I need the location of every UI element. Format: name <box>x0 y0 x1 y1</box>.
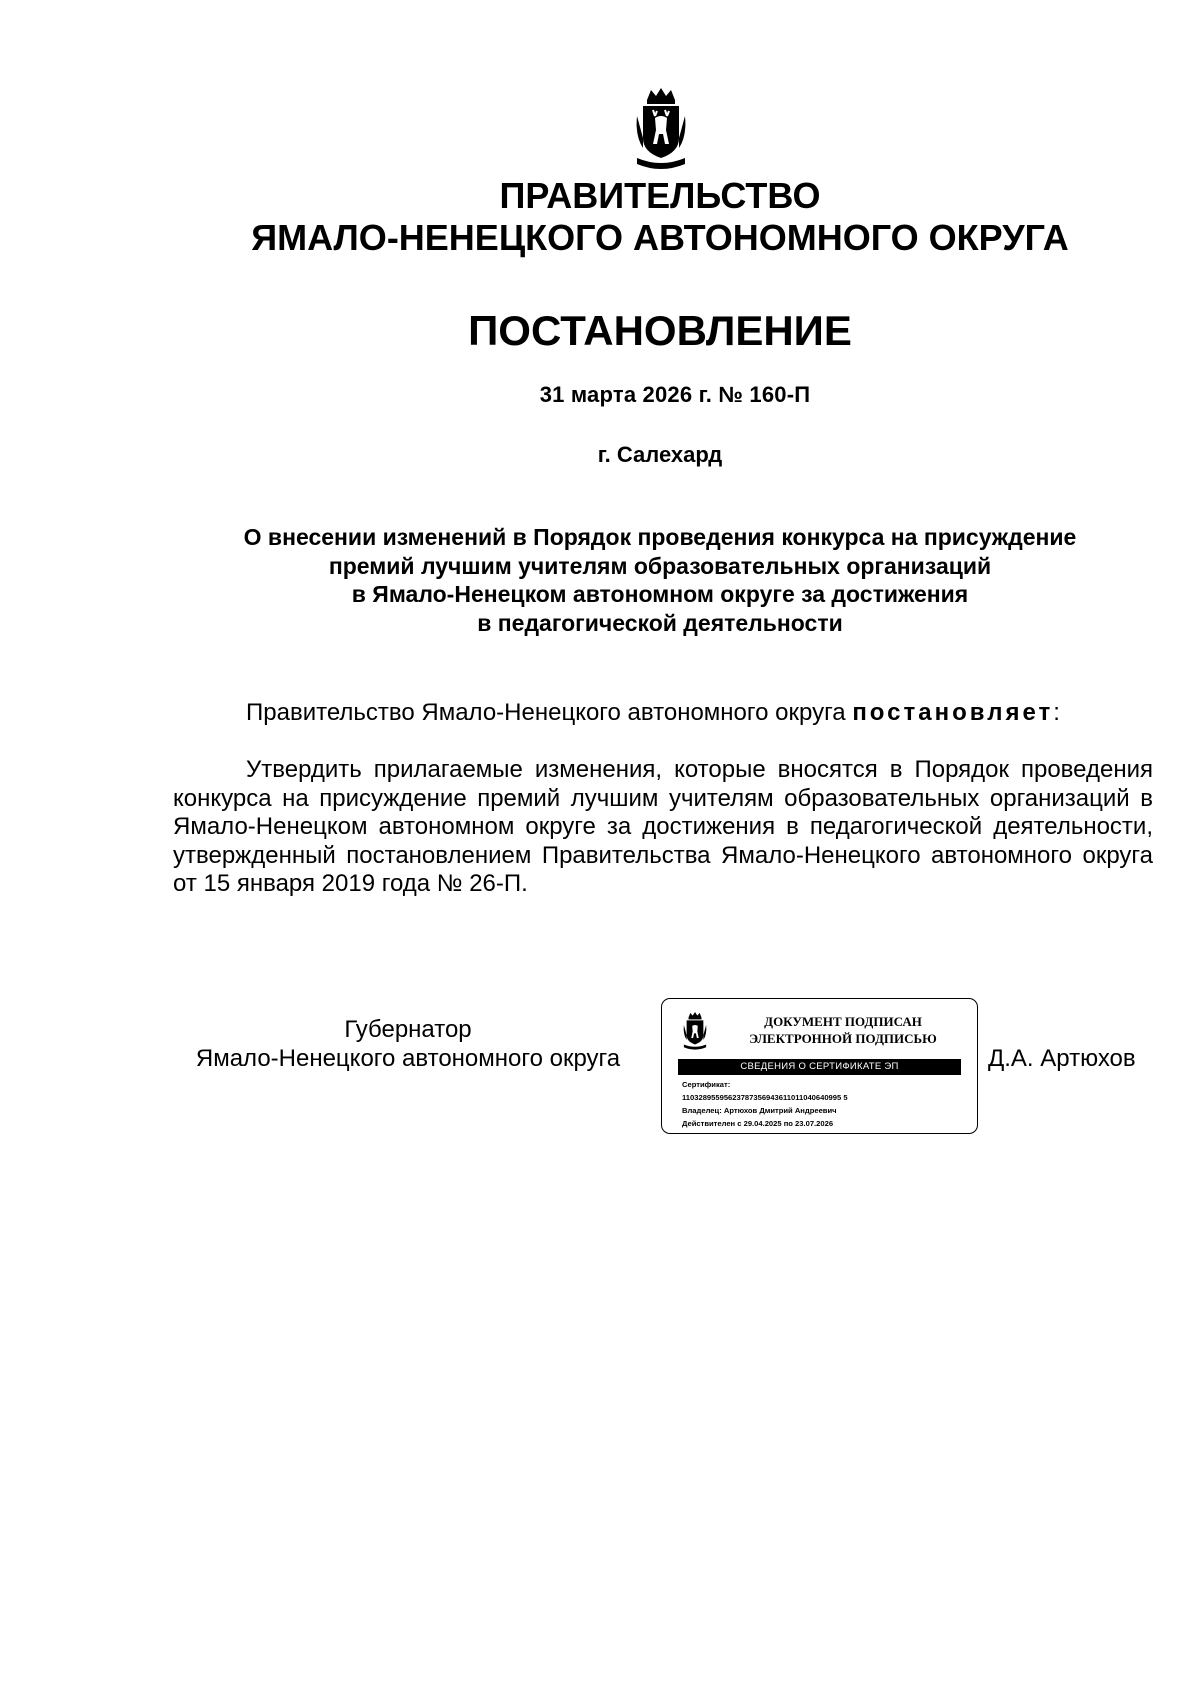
subject-line: в Ямало-Ненецком автономном округе за достижения <box>351 581 969 607</box>
decree-body: Утвердить прилагаемые изменения, которые вносятся в Порядок проведения конкурса на присуждение премий лучшим учителям образовательных организаций в Ямало-Ненецком автономном округе за достижения в педагогической деятельности, утвержденный постановлением Правительства Ямало-Ненецкого автономного округа от 15 января 2019 года № 26-П. <box>173 756 1153 897</box>
esign-certificate-number: 11032895595623787356943611011040640995 5 <box>682 1093 848 1102</box>
esign-owner: Владелец: Артюхов Дмитрий Андреевич <box>682 1106 837 1115</box>
signatory-title-line2: Ямало-Ненецкого автономного округа <box>195 1044 621 1072</box>
coat-of-arms-icon <box>682 1011 708 1051</box>
esign-certificate-bar: СВЕДЕНИЯ О СЕРТИФИКАТЕ ЭП <box>678 1059 961 1075</box>
decree-intro-text: Правительство Ямало-Ненецкого автономного округа <box>246 699 846 726</box>
esign-validity: Действителен с 29.04.2025 по 23.07.2026 <box>682 1119 834 1128</box>
government-title-line2: ЯМАЛО-НЕНЕЦКОГО АВТОНОМНОГО ОКРУГА <box>251 217 1069 258</box>
subject-line: премий лучшим учителям образовательных организаций <box>328 552 992 579</box>
document-subject <box>150 523 1170 637</box>
esign-heading-line2: ЭЛЕКТРОННОЙ ПОДПИСЬЮ <box>749 1031 937 1046</box>
document-type: ПОСТАНОВЛЕНИЕ <box>468 307 852 354</box>
signatory-name: Д.А. Артюхов <box>988 1045 1136 1072</box>
esign-details <box>682 1078 967 1130</box>
coat-of-arms-icon <box>633 86 689 172</box>
decree-intro-colon: : <box>1053 699 1060 726</box>
signatory-title-line1: Губернатор <box>344 1016 472 1043</box>
decree-verb: постановляет <box>852 699 1054 726</box>
esign-heading <box>716 1013 970 1047</box>
electronic-signature-stamp <box>661 998 978 1134</box>
signatory-title <box>173 1016 643 1073</box>
esign-heading-line1: ДОКУМЕНТ ПОДПИСАН <box>764 1014 922 1029</box>
esign-certificate-label: Сертификат: <box>682 1080 731 1089</box>
document-city: г. Салехард <box>597 442 723 467</box>
document-date-number: 31 марта 2026 г. № 160-П <box>539 382 811 407</box>
decree-intro <box>246 698 1166 728</box>
government-title-line1: ПРАВИТЕЛЬСТВО <box>499 175 821 216</box>
subject-line: в педагогической деятельности <box>477 609 843 636</box>
subject-line: О внесении изменений в Порядок проведения конкурса на присуждение <box>243 524 1077 550</box>
